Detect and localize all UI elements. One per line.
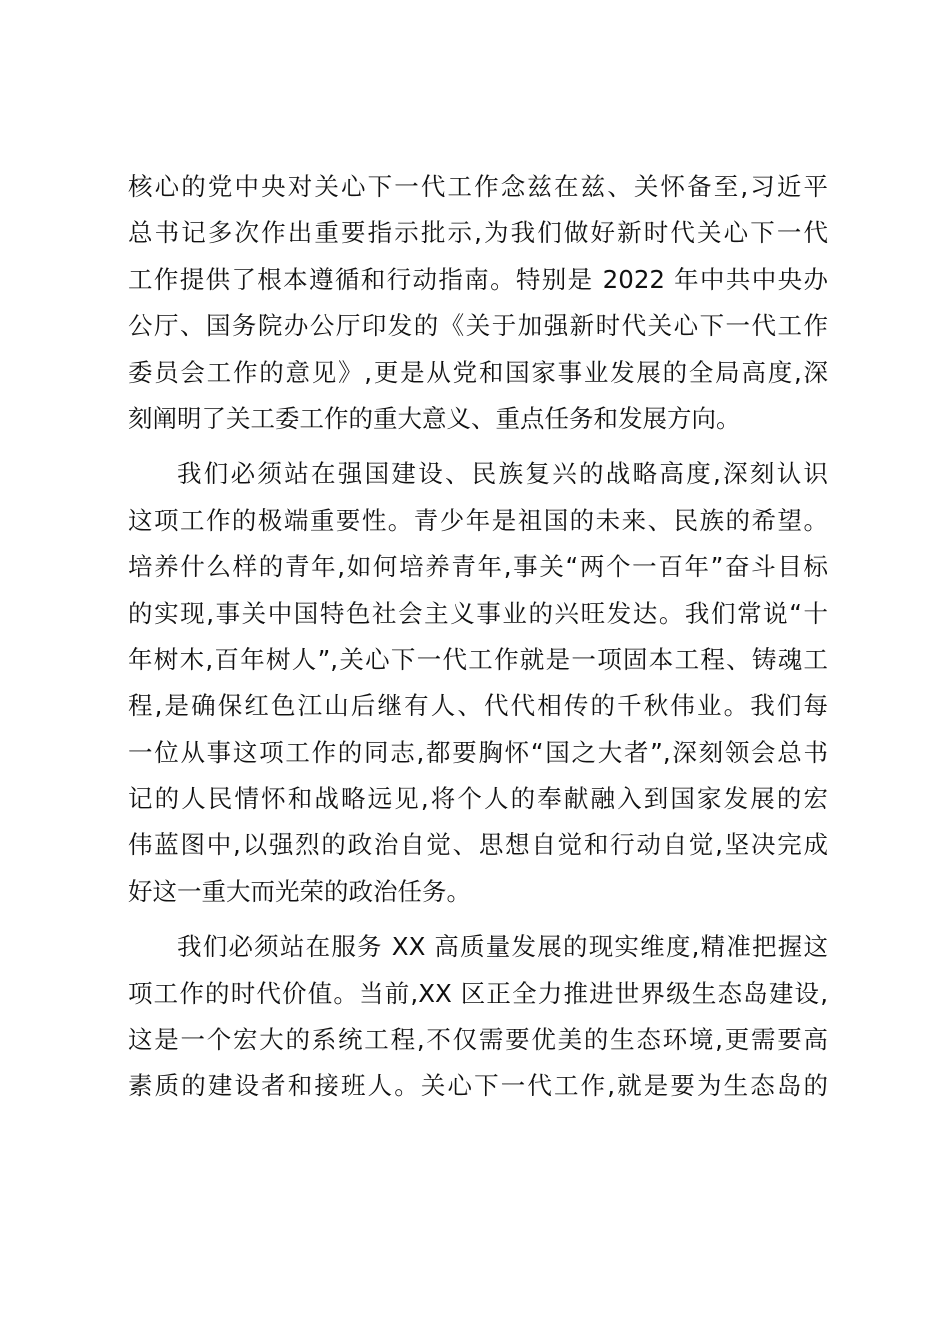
text-line: 委员会工作的意见》,更是从党和国家事业发展的全局高度,深 <box>128 357 828 387</box>
paragraph-1 <box>128 164 828 442</box>
text-line: 核心的党中央对关心下一代工作念兹在兹、关怀备至,习近平 <box>128 172 828 201</box>
text-line: 的实现,事关中国特色社会主义事业的兴旺发达。我们常说“十 <box>128 598 828 628</box>
text-line: 素质的建设者和接班人。关心下一代工作,就是要为生态岛的 <box>128 1071 828 1101</box>
paragraph-3 <box>128 924 828 1110</box>
text-line: 工作提供了根本遵循和行动指南。特别是 2022 年中共中央办 <box>128 264 828 294</box>
text-line: 年树木,百年树人”,关心下一代工作就是一项固本工程、铸魂工 <box>128 644 828 674</box>
text-line: 我们必须站在强国建设、民族复兴的战略高度,深刻认识 <box>177 459 828 489</box>
text-line: 刻阐明了关工委工作的重大意义、重点任务和发展方向。 <box>128 403 741 433</box>
text-line: 总书记多次作出重要指示批示,为我们做好新时代关心下一代 <box>128 218 828 248</box>
text-line: 项工作的时代价值。当前,XX 区正全力推进世界级生态岛建设, <box>128 978 828 1008</box>
text-line: 我们必须站在服务 XX 高质量发展的现实维度,精准把握这 <box>177 932 828 962</box>
text-line: 一位从事这项工作的同志,都要胸怀“国之大者”,深刻领会总书 <box>128 737 828 767</box>
document-body <box>128 164 828 1119</box>
text-line: 这是一个宏大的系统工程,不仅需要优美的生态环境,更需要高 <box>128 1025 828 1055</box>
text-line: 程,是确保红色江山后继有人、代代相传的千秋伟业。我们每 <box>128 691 828 721</box>
paragraph-2 <box>128 451 828 915</box>
text-line: 公厅、国务院办公厅印发的《关于加强新时代关心下一代工作 <box>128 311 828 341</box>
text-line: 培养什么样的青年,如何培养青年,事关“两个一百年”奋斗目标 <box>128 552 828 582</box>
text-line: 记的人民情怀和战略远见,将个人的奉献融入到国家发展的宏 <box>128 784 828 814</box>
text-line: 这项工作的极端重要性。青少年是祖国的未来、民族的希望。 <box>128 505 828 535</box>
text-line: 伟蓝图中,以强烈的政治自觉、思想自觉和行动自觉,坚决完成 <box>128 830 828 860</box>
text-line: 好这一重大而光荣的政治任务。 <box>128 876 471 906</box>
